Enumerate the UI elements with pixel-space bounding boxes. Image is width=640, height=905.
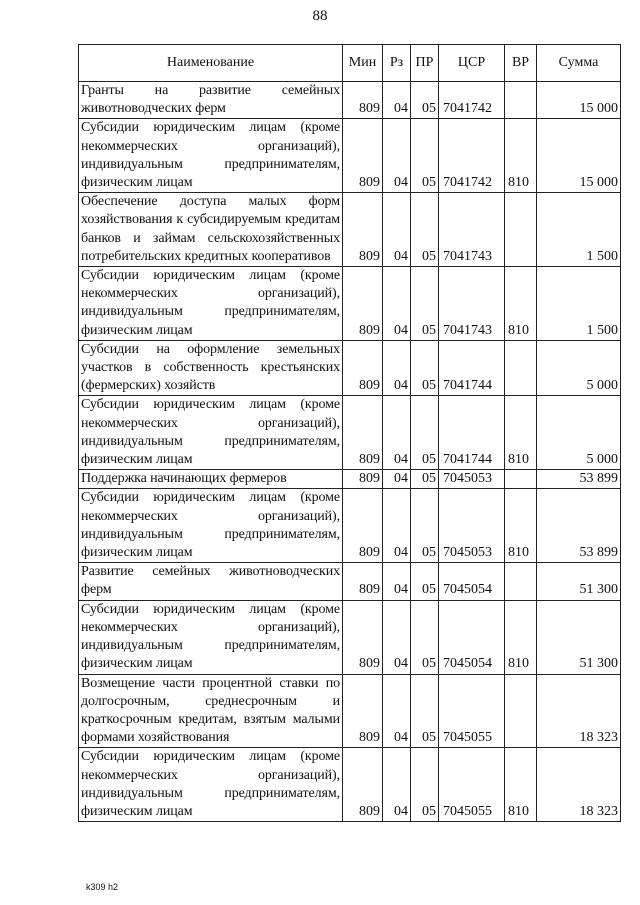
- cell-vr: [505, 674, 537, 748]
- table-body: [79, 82, 621, 822]
- cell-csr: 7041742: [439, 82, 505, 119]
- cell-sum: 15 000: [537, 119, 621, 193]
- cell-vr: [505, 563, 537, 600]
- cell-rz: 04: [383, 193, 411, 267]
- cell-csr: 7041743: [439, 193, 505, 267]
- page-number: 88: [312, 8, 328, 24]
- cell-rz: 04: [383, 748, 411, 822]
- cell-pr: 05: [411, 674, 439, 748]
- cell-vr: 810: [505, 119, 537, 193]
- cell-rz: 04: [383, 470, 411, 489]
- cell-sum: 53 899: [537, 470, 621, 489]
- cell-pr: 05: [411, 119, 439, 193]
- footer-code: k309 h2: [86, 882, 119, 892]
- cell-sum: 5 000: [537, 396, 621, 470]
- cell-min: 809: [343, 119, 383, 193]
- cell-min: 809: [343, 748, 383, 822]
- cell-name: Субсидии юридическим лицам (кроме некоммерческих организаций), индивидуальным предпринимателям, физическим лицам: [79, 267, 343, 341]
- cell-vr: 810: [505, 489, 537, 563]
- cell-csr: 7045053: [439, 470, 505, 489]
- table-row: [79, 267, 621, 341]
- cell-name: Развитие семейных животноводческих ферм: [79, 563, 343, 600]
- table-row: [79, 748, 621, 822]
- cell-name: Субсидии юридическим лицам (кроме некоммерческих организаций), индивидуальным предпринимателям, физическим лицам: [79, 489, 343, 563]
- header-rz: Рз: [383, 45, 411, 82]
- cell-sum: 18 323: [537, 748, 621, 822]
- table-row: [79, 489, 621, 563]
- header-csr: ЦСР: [439, 45, 505, 82]
- cell-rz: 04: [383, 396, 411, 470]
- cell-csr: 7045054: [439, 600, 505, 674]
- cell-rz: 04: [383, 82, 411, 119]
- cell-name: Субсидии юридическим лицам (кроме некоммерческих организаций), индивидуальным предпринимателям, физическим лицам: [79, 748, 343, 822]
- cell-rz: 04: [383, 340, 411, 396]
- cell-pr: 05: [411, 340, 439, 396]
- table-row: [79, 396, 621, 470]
- table-row: [79, 193, 621, 267]
- table-row: [79, 470, 621, 489]
- cell-min: 809: [343, 489, 383, 563]
- cell-rz: 04: [383, 674, 411, 748]
- cell-vr: [505, 470, 537, 489]
- header-name: Наименование: [79, 45, 343, 82]
- budget-table: [78, 44, 621, 822]
- header-vr: ВР: [505, 45, 537, 82]
- cell-rz: 04: [383, 489, 411, 563]
- cell-sum: 1 500: [537, 267, 621, 341]
- cell-csr: 7041744: [439, 396, 505, 470]
- cell-pr: 05: [411, 82, 439, 119]
- cell-csr: 7045055: [439, 748, 505, 822]
- cell-name: Возмещение части процентной ставки по долгосрочным, среднесрочным и краткосрочным кредитам, взятым малыми формами хозяйствования: [79, 674, 343, 748]
- cell-vr: [505, 340, 537, 396]
- cell-name: Гранты на развитие семейных животноводческих ферм: [79, 82, 343, 119]
- cell-vr: 810: [505, 748, 537, 822]
- cell-min: 809: [343, 82, 383, 119]
- cell-min: 809: [343, 674, 383, 748]
- cell-sum: 18 323: [537, 674, 621, 748]
- cell-name: Поддержка начинающих фермеров: [79, 470, 343, 489]
- cell-pr: 05: [411, 267, 439, 341]
- cell-pr: 05: [411, 396, 439, 470]
- cell-csr: 7041742: [439, 119, 505, 193]
- cell-vr: 810: [505, 267, 537, 341]
- cell-csr: 7041743: [439, 267, 505, 341]
- cell-sum: 15 000: [537, 82, 621, 119]
- table-header-row: [79, 45, 621, 82]
- table-row: [79, 600, 621, 674]
- cell-pr: 05: [411, 470, 439, 489]
- cell-csr: 7045055: [439, 674, 505, 748]
- table-row: [79, 563, 621, 600]
- cell-min: 809: [343, 340, 383, 396]
- cell-vr: 810: [505, 600, 537, 674]
- cell-rz: 04: [383, 267, 411, 341]
- cell-name: Субсидии юридическим лицам (кроме некоммерческих организаций), индивидуальным предпринимателям, физическим лицам: [79, 396, 343, 470]
- cell-vr: 810: [505, 396, 537, 470]
- header-min: Мин: [343, 45, 383, 82]
- cell-sum: 1 500: [537, 193, 621, 267]
- cell-rz: 04: [383, 119, 411, 193]
- cell-min: 809: [343, 396, 383, 470]
- cell-min: 809: [343, 267, 383, 341]
- cell-pr: 05: [411, 489, 439, 563]
- cell-csr: 7041744: [439, 340, 505, 396]
- cell-name: Обеспечение доступа малых форм хозяйствования к субсидируемым кредитам банков и займам сельскохозяйственных потребительских кредитных кооперативов: [79, 193, 343, 267]
- cell-min: 809: [343, 600, 383, 674]
- header-pr: ПР: [411, 45, 439, 82]
- cell-sum: 53 899: [537, 489, 621, 563]
- cell-min: 809: [343, 563, 383, 600]
- cell-name: Субсидии юридическим лицам (кроме некоммерческих организаций), индивидуальным предпринимателям, физическим лицам: [79, 600, 343, 674]
- header-sum: Сумма: [537, 45, 621, 82]
- cell-sum: 5 000: [537, 340, 621, 396]
- cell-pr: 05: [411, 748, 439, 822]
- cell-pr: 05: [411, 193, 439, 267]
- table-row: [79, 82, 621, 119]
- cell-sum: 51 300: [537, 600, 621, 674]
- cell-min: 809: [343, 470, 383, 489]
- cell-csr: 7045054: [439, 563, 505, 600]
- cell-sum: 51 300: [537, 563, 621, 600]
- cell-pr: 05: [411, 600, 439, 674]
- cell-vr: [505, 82, 537, 119]
- cell-vr: [505, 193, 537, 267]
- cell-pr: 05: [411, 563, 439, 600]
- table-row: [79, 674, 621, 748]
- cell-csr: 7045053: [439, 489, 505, 563]
- cell-name: Субсидии юридическим лицам (кроме некоммерческих организаций), индивидуальным предпринимателям, физическим лицам: [79, 119, 343, 193]
- cell-rz: 04: [383, 600, 411, 674]
- cell-min: 809: [343, 193, 383, 267]
- table-row: [79, 340, 621, 396]
- cell-name: Субсидии на оформление земельных участков в собственность крестьянских (фермерских) хозяйств: [79, 340, 343, 396]
- table-row: [79, 119, 621, 193]
- cell-rz: 04: [383, 563, 411, 600]
